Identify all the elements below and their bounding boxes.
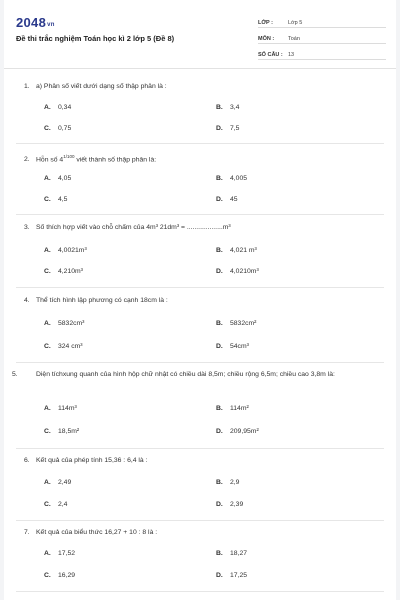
option-5b[interactable] <box>216 405 249 412</box>
exam-page <box>4 0 396 600</box>
option-text: 18,5m² <box>58 428 80 435</box>
option-text: 4,210m³ <box>58 268 83 275</box>
option-1d[interactable] <box>216 125 239 132</box>
question-2 <box>24 152 384 165</box>
question-7 <box>24 528 384 538</box>
option-4a[interactable] <box>44 320 84 327</box>
option-4d[interactable] <box>216 343 249 350</box>
option-3c[interactable] <box>44 268 83 275</box>
option-letter: B. <box>216 104 223 111</box>
meta-info <box>258 12 386 60</box>
fraction: 1/100 <box>63 154 75 159</box>
question-number: 6. <box>24 457 30 464</box>
meta-value: Lớp 5 <box>288 20 303 26</box>
question-5 <box>12 370 384 380</box>
divider <box>16 362 384 363</box>
option-2b[interactable] <box>216 175 247 182</box>
option-letter: B. <box>216 405 223 412</box>
option-letter: C. <box>44 125 51 132</box>
option-text: 114m² <box>230 405 249 412</box>
logo-suffix: vn <box>47 22 55 28</box>
question-body: Diện tíchxung quanh của hình hộp chữ nhật có chiều dài 8,5m; chiều rộng 6,5m; chiều cao 3,8m là: <box>36 371 335 378</box>
option-letter: B. <box>216 320 223 327</box>
question-text <box>12 370 384 380</box>
option-5d[interactable] <box>216 428 259 435</box>
option-letter: A. <box>44 550 51 557</box>
divider <box>16 520 384 521</box>
option-text: 5832cm³ <box>58 320 85 327</box>
question-text <box>24 456 384 466</box>
question-text <box>24 82 384 92</box>
meta-value: 13 <box>288 52 295 58</box>
option-text: 4,0210m³ <box>230 268 259 275</box>
option-letter: C. <box>44 268 51 275</box>
header <box>4 0 396 69</box>
option-text: 2,49 <box>58 479 72 486</box>
option-letter: D. <box>216 572 223 579</box>
option-letter: B. <box>216 175 223 182</box>
option-3a[interactable] <box>44 247 87 254</box>
option-letter: A. <box>44 479 51 486</box>
meta-label: MÔN : <box>258 36 275 42</box>
option-4c[interactable] <box>44 343 83 350</box>
question-text <box>24 152 384 165</box>
option-2c[interactable] <box>44 196 67 203</box>
option-text: 4,021 m³ <box>230 247 257 254</box>
option-7c[interactable] <box>44 572 75 579</box>
question-text <box>24 223 384 233</box>
option-letter: A. <box>44 104 51 111</box>
option-text: 0,34 <box>58 104 72 111</box>
option-letter: C. <box>44 572 51 579</box>
option-text: 4,005 <box>230 175 248 182</box>
question-number: 7. <box>24 529 30 536</box>
question-number: 2. <box>24 156 30 164</box>
question-4 <box>24 296 384 306</box>
divider <box>16 214 384 215</box>
question-number: 1. <box>24 83 30 90</box>
question-body: Thể tích hình lập phương có cạnh 18cm là : <box>36 297 168 304</box>
option-letter: A. <box>44 320 51 327</box>
option-text: 54cm³ <box>230 343 249 350</box>
option-letter: B. <box>216 550 223 557</box>
option-letter: D. <box>216 268 223 275</box>
option-4b[interactable] <box>216 320 256 327</box>
option-text: 17,52 <box>58 550 76 557</box>
question-1 <box>24 82 384 92</box>
option-letter: A. <box>44 405 51 412</box>
option-letter: B. <box>216 247 223 254</box>
option-text: 4,05 <box>58 175 72 182</box>
question-body: Số thích hợp viết vào chỗ chấm của 4m³ 21dm³ = ...................m³ <box>36 224 231 231</box>
option-text: 114m³ <box>58 405 77 412</box>
option-letter: D. <box>216 501 223 508</box>
option-6b[interactable] <box>216 479 239 486</box>
option-letter: D. <box>216 343 223 350</box>
question-body: Kết quả của phép tính 15,36 : 6,4 là : <box>36 457 148 464</box>
option-7b[interactable] <box>216 550 247 557</box>
meta-row-count <box>258 44 386 60</box>
meta-value: Toán <box>288 36 300 42</box>
question-text <box>24 296 384 306</box>
option-5c[interactable] <box>44 428 79 435</box>
option-text: 3,4 <box>230 104 240 111</box>
question-body: Kết quả của biểu thức 16,27 + 10 : 8 là : <box>36 529 158 536</box>
option-letter: C. <box>44 501 51 508</box>
option-letter: D. <box>216 196 223 203</box>
option-6d[interactable] <box>216 501 243 508</box>
option-text: 2,9 <box>230 479 240 486</box>
option-6a[interactable] <box>44 479 71 486</box>
exam-title: Đề thi trắc nghiệm Toán học kì 2 lớp 5 (Đề 8) <box>16 34 175 43</box>
divider <box>16 591 384 592</box>
question-body: Hỗn số 4 <box>36 156 64 164</box>
option-6c[interactable] <box>44 501 67 508</box>
option-text: 2,39 <box>230 501 244 508</box>
option-1a[interactable] <box>44 104 71 111</box>
option-7a[interactable] <box>44 550 75 557</box>
option-1c[interactable] <box>44 125 71 132</box>
option-text: 4,5 <box>58 196 68 203</box>
option-1b[interactable] <box>216 104 239 111</box>
question-3 <box>24 223 384 233</box>
meta-row-subject <box>258 28 386 44</box>
question-number: 4. <box>24 297 30 304</box>
option-text: 0,75 <box>58 125 72 132</box>
question-body-cont: viết thành số thập phân là: <box>74 156 157 164</box>
option-2a[interactable] <box>44 175 71 182</box>
option-3d[interactable] <box>216 268 259 275</box>
meta-row-class <box>258 12 386 28</box>
divider <box>16 143 384 144</box>
option-letter: C. <box>44 428 51 435</box>
question-number: 3. <box>24 224 30 231</box>
option-letter: D. <box>216 125 223 132</box>
logo-text: 2048 <box>16 15 47 30</box>
question-body: a) Phân số viết dưới dạng số thập phân là : <box>36 83 167 90</box>
option-text: 5832cm² <box>230 320 257 327</box>
option-letter: A. <box>44 247 51 254</box>
option-5a[interactable] <box>44 405 77 412</box>
option-letter: B. <box>216 479 223 486</box>
option-7d[interactable] <box>216 572 247 579</box>
divider <box>16 287 384 288</box>
option-letter: C. <box>44 196 51 203</box>
option-text: 16,29 <box>58 572 76 579</box>
question-6 <box>24 456 384 466</box>
option-2d[interactable] <box>216 196 238 203</box>
option-letter: C. <box>44 343 51 350</box>
option-letter: D. <box>216 428 223 435</box>
meta-label: SỐ CÂU : <box>258 52 283 58</box>
option-text: 18,27 <box>230 550 248 557</box>
site-logo[interactable] <box>16 15 55 30</box>
option-text: 324 cm³ <box>58 343 83 350</box>
question-text <box>24 528 384 538</box>
option-3b[interactable] <box>216 247 257 254</box>
option-text: 2,4 <box>58 501 68 508</box>
option-letter: A. <box>44 175 51 182</box>
divider <box>16 448 384 449</box>
option-text: 209,95m² <box>230 428 259 435</box>
meta-label: LỚP : <box>258 20 273 26</box>
option-text: 17,25 <box>230 572 248 579</box>
option-text: 7,5 <box>230 125 240 132</box>
question-number: 5. <box>12 371 18 378</box>
option-text: 45 <box>230 196 238 203</box>
option-text: 4,0021m³ <box>58 247 87 254</box>
